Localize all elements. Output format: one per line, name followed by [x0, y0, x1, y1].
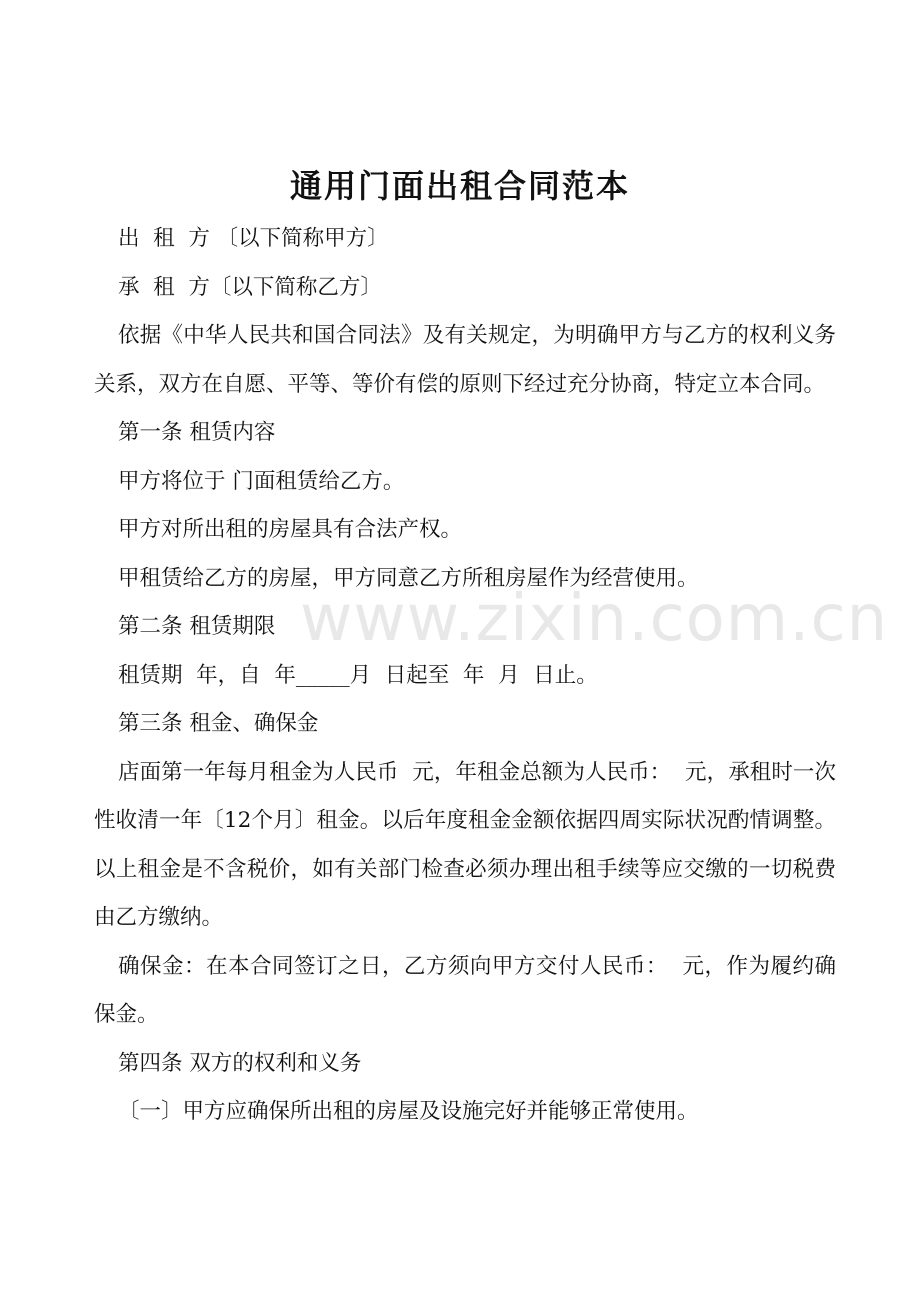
- article-3-heading: 第三条 租金、确保金: [118, 711, 319, 736]
- article-4-heading: 第四条 双方的权利和义务: [118, 1050, 362, 1076]
- document-body: [94, 215, 836, 1137]
- article-2-clause-1: 租赁期 年，自 年_____月 日起至 年 月 日止。: [118, 662, 598, 688]
- article-1-clause-3: 甲租赁给乙方的房屋，甲方同意乙方所租房屋作为经营使用。: [118, 565, 699, 591]
- article-1-clause-1: 甲方将位于 门面租赁给乙方。: [118, 468, 405, 494]
- watermark: www.zixin.com.cn: [300, 582, 889, 656]
- article-1-heading: 第一条 租赁内容: [118, 420, 276, 445]
- article-4-clause-1: 〔一〕甲方应确保所出租的房屋及设施完好并能够正常使用。: [118, 1099, 699, 1124]
- article-3-deposit-paragraph: 确保金：在本合同签订之日，乙方须向甲方交付人民币： 元，作为履约确保金。: [94, 953, 836, 1027]
- document-title: 通用门面出租合同范本: [289, 167, 630, 205]
- party-a-line: 出 租 方 〔以下简称甲方〕: [118, 226, 389, 251]
- article-3-rent-paragraph: 店面第一年每月租金为人民币 元，年租金总额为人民币： 元，承租时一次性收清一年〔12个月〕租金。以后年度租金金额依据四周实际状况酌情调整。以上租金是不含税价，如有关部门检查必须办理出租手续等应交缴的一切税费由乙方缴纳。: [94, 759, 836, 930]
- party-b-line: 承 租 方〔以下简称乙方〕: [118, 274, 382, 300]
- article-2-heading: 第二条 租赁期限: [118, 614, 276, 639]
- article-1-clause-2: 甲方对所出租的房屋具有合法产权。: [118, 517, 463, 542]
- preamble-paragraph: 依据《中华人民共和国合同法》及有关规定，为明确甲方与乙方的权利义务关系，双方在自愿、平等、等价有偿的原则下经过充分协商，特定立本合同。: [94, 323, 836, 397]
